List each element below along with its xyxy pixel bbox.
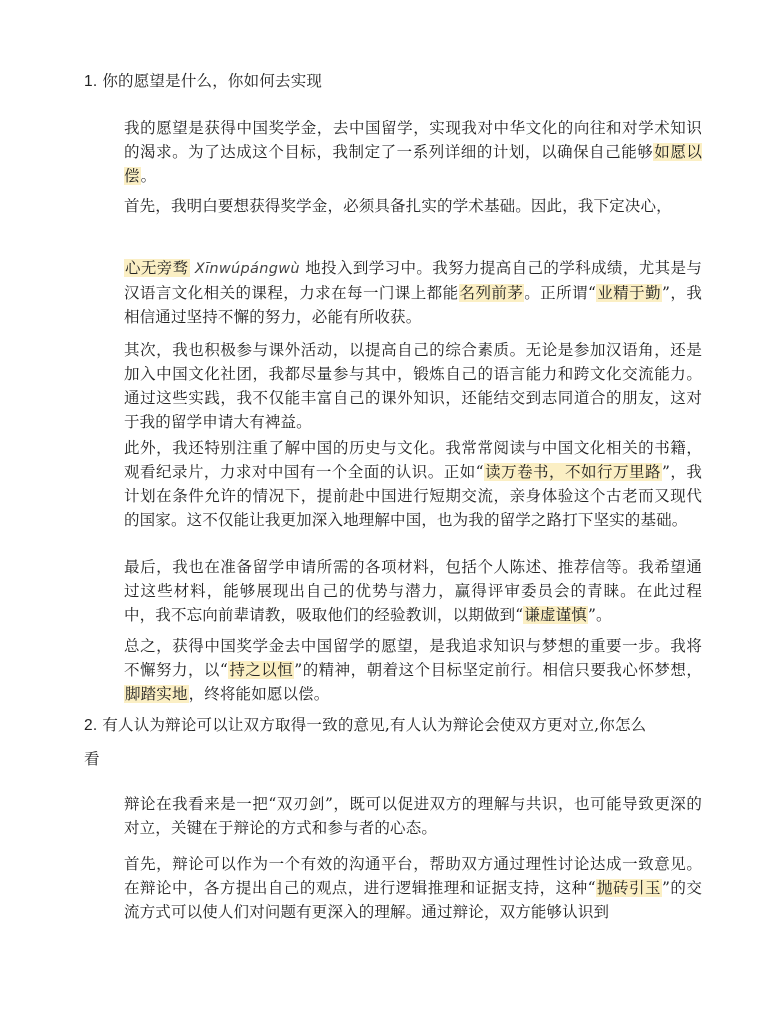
q1-p7-highlight-1: 持之以恒 — [229, 661, 294, 679]
question-1-heading — [84, 66, 322, 97]
q2-p2-highlight: 抛砖引玉 — [596, 879, 661, 897]
question-1-title: 你的愿望是什么，你如何去实现 — [102, 72, 323, 90]
q1-paragraph-5 — [124, 436, 702, 532]
q1-p5-highlight: 读万卷书，不如行万里路 — [484, 463, 661, 481]
q2-paragraph-1: 辩论在我看来是一把“双刃剑”，既可以促进双方的理解与共识，也可能导致更深的对立，关键在于辩论的方式和参与者的心态。 — [124, 795, 702, 837]
question-2-title-line-1: 有人认为辩论可以让双方取得一致的意见,有人认为辩论会使双方更对立,你怎么 — [102, 716, 647, 734]
q1-paragraph-2: 首先，我明白要想获得奖学金，必须具备扎实的学术基础。因此，我下定决心， — [124, 197, 672, 215]
q1-paragraph-7 — [124, 634, 702, 706]
q1-p3-highlight-2: 名列前茅 — [459, 284, 524, 302]
q1-p7-text-a: 总之，获得中国奖学金去中国留学的愿望，是我追求知识与梦想的重要一步。我将不懈努力，以“ — [124, 637, 702, 679]
q1-p3-text-a: 地投入到学习中。我努力提高自己的学科成绩，尤其是与汉语言文化相关的课程，力求在每一门课上都能 — [124, 259, 702, 302]
q1-p7-highlight-2: 脚踏实地 — [125, 685, 188, 703]
question-2-title-line-2: 看 — [84, 750, 100, 768]
q1-p6-text-b: ”。 — [587, 606, 612, 624]
q1-p6-text-a: 最后，我也在准备留学申请所需的各项材料，包括个人陈述、推荐信等。我希望通过这些材料，能够展现出自己的优势与潜力，赢得评审委员会的青睐。在此过程中，我不忘向前辈请教，吸取他们的经验教训，以期做到“ — [124, 558, 702, 624]
question-2-heading-continued — [84, 744, 100, 774]
q1-p5-text-b: ”，我计划在条件允许的情况下，提前赴中国进行短期交流，亲身体验这个古老而又现代的国家。这不仅能让我更加深入地理解中国，也为我的留学之路打下坚实的基础。 — [124, 463, 702, 529]
q2-p2-text-a: 首先，辩论可以作为一个有效的沟通平台，帮助双方通过理性讨论达成一致意见。在辩论中，各方提出自己的观点，进行逻辑推理和证据支持，这种“ — [124, 855, 702, 897]
q1-p1-text-a: 我的愿望是获得中国奖学金，去中国留学，实现我对中华文化的向往和对学术知识的渴求。为了达成这个目标，我制定了一系列详细的计划，以确保自己能够 — [124, 119, 702, 161]
q1-p1-highlight: 如愿以偿 — [124, 143, 703, 185]
q1-p1-text-b: 。 — [140, 167, 157, 185]
q1-p3-pinyin: Xīnwúpángwù — [194, 261, 300, 277]
q2-p2-text-b: ”的交流方式可以使人们对问题有更深入的理解。通过辩论，双方能够认识到 — [124, 879, 702, 921]
question-1-number: 1. — [84, 73, 98, 90]
q1-paragraph-3 — [124, 256, 702, 329]
q1-p3-text-c: ”，我相信通过坚持不懈的努力，必能有所收获。 — [124, 284, 702, 326]
q1-paragraph-1 — [124, 116, 702, 188]
q1-p7-text-b: ”的精神，朝着这个目标坚定前行。相信只要我心怀梦想， — [294, 661, 702, 679]
q1-p5-text-a: 此外，我还特别注重了解中国的历史与文化。我常常阅读与中国文化相关的书籍，观看纪录片，力求对中国有一个全面的认识。正如“ — [124, 439, 702, 481]
q1-p3-highlight-3: 业精于勤 — [597, 284, 662, 302]
q1-paragraph-4: 其次，我也积极参与课外活动，以提高自己的综合素质。无论是参加汉语角，还是加入中国文化社团，我都尽量参与其中，锻炼自己的语言能力和跨文化交流能力。通过这些实践，我不仅能丰富自己的课外知识，还能结交到志同道合的朋友，这对于我的留学申请大有裨益。 — [124, 341, 702, 431]
q1-p3-text-b: 。正所谓“ — [524, 284, 597, 302]
q1-p3-highlight-1: 心无旁骛 — [125, 259, 189, 277]
question-2-number: 2. — [84, 717, 98, 734]
q1-p7-text-c: ，终将能如愿以偿。 — [188, 685, 330, 703]
question-2-heading — [84, 710, 646, 741]
q1-p6-highlight: 谦虚谨慎 — [524, 606, 587, 624]
q2-paragraph-2 — [124, 852, 702, 924]
q1-paragraph-6 — [124, 555, 702, 627]
